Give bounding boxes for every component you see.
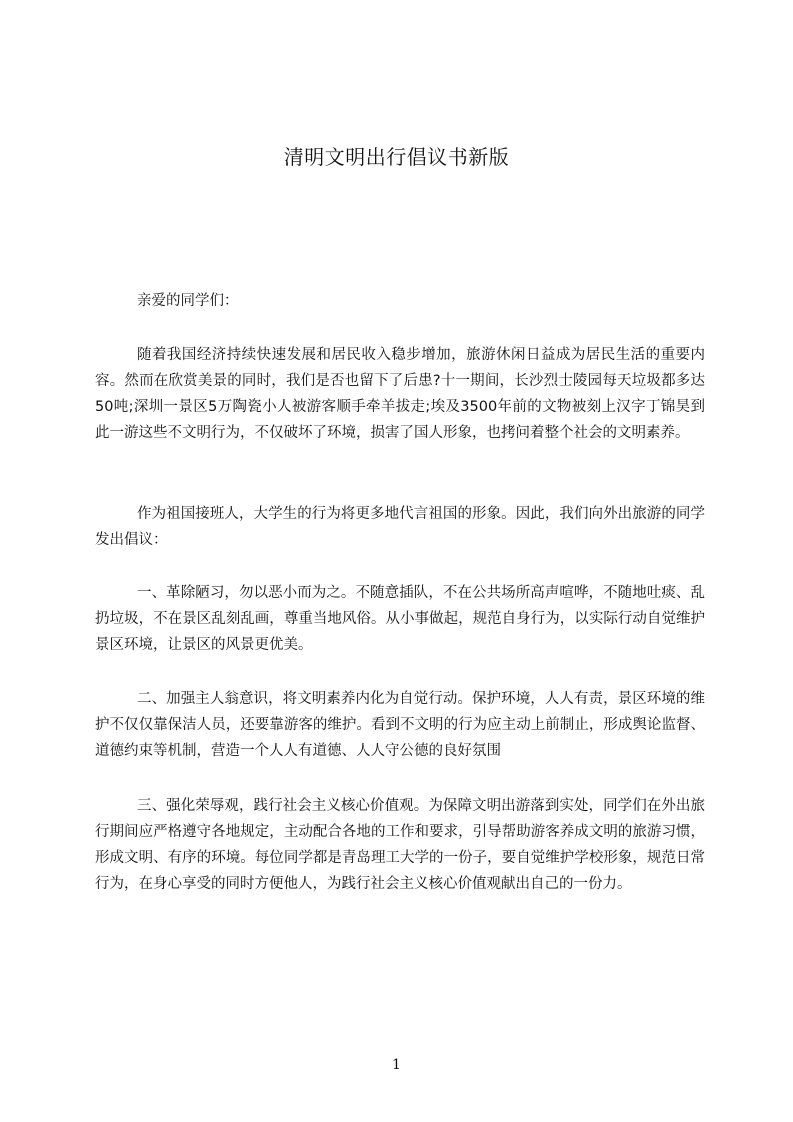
greeting: 亲爱的同学们： — [137, 293, 239, 309]
paragraph-point-2: 二、加强主人翁意识，将文明素养内化为自觉行动。保护环境，人人有责，景区环境的维护不仅仅靠保洁人员，还要靠游客的维护。看到不文明的行为应主动上前制止，形成舆论监督、道德约束等机制，营造一个人人有道德、人人守公德的良好氛围 — [95, 691, 705, 759]
paragraph-point-1: 一、革除陋习，勿以恶小而为之。不随意插队，不在公共场所高声喧哗，不随地吐痰、乱扔垃圾，不在景区乱刻乱画，尊重当地风俗。从小事做起，规范自身行为，以实际行动自觉维护景区环境，让景区的风景更优美。 — [95, 585, 705, 653]
paragraph-point-3: 三、强化荣辱观，践行社会主义核心价值观。为保障文明出游落到实处，同学们在外出旅行期间应严格遵守各地规定，主动配合各地的工作和要求，引导帮助游客养成文明的旅游习惯，形成文明、有序的环境。每位同学都是青岛理工大学的一份子，要自觉维护学校形象，规范日常行为，在身心享受的同时方便他人，为践行社会主义核心价值观献出自己的一份力。 — [95, 798, 705, 892]
document-title: 清明文明出行倡议书新版 — [283, 145, 510, 169]
paragraph-intro: 随着我国经济持续快速发展和居民收入稳步增加，旅游休闲日益成为居民生活的重要内容。然而在欣赏美景的同时，我们是否也留下了后患?十一期间，长沙烈士陵园每天垃圾都多达50吨;深圳一景区5万陶瓷小人被游客顺手牵羊拔走;埃及3500年前的文物被刻上汉字丁锦昊到此一游这些不文明行为，不仅破坏了环境，损害了国人形象，也拷问着整个社会的文明素养。 — [95, 347, 705, 441]
page-number: 1 — [392, 1057, 401, 1073]
paragraph-appeal: 作为祖国接班人，大学生的行为将更多地代言祖国的形象。因此，我们向外出旅游的同学发出倡议： — [95, 506, 705, 548]
